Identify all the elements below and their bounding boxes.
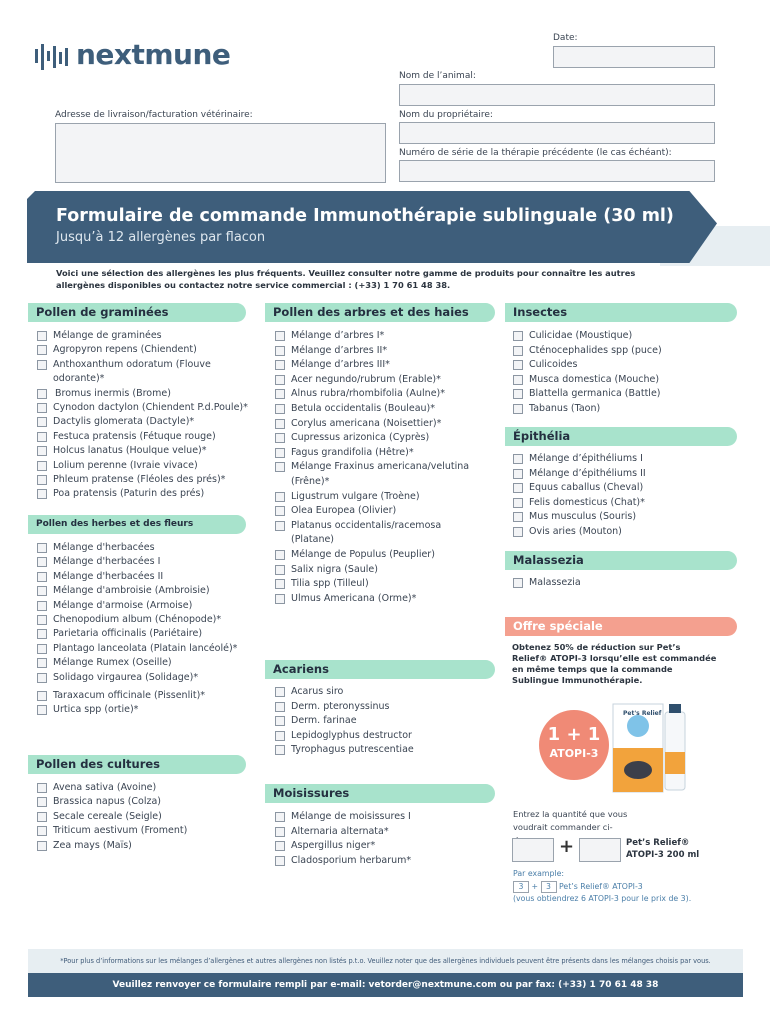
insects-item-label: Culicidae (Moustique) <box>529 330 633 341</box>
address-field[interactable] <box>55 123 386 183</box>
cultures-checkbox[interactable] <box>37 812 47 822</box>
herbs-checkbox[interactable] <box>37 705 47 715</box>
insects-checkbox[interactable] <box>513 389 523 399</box>
epithelia-item-label: Mélange d’épithéliums I <box>529 453 643 464</box>
epithelia-checkbox[interactable] <box>513 512 523 522</box>
trees-checkbox[interactable] <box>275 550 285 560</box>
mites-item-label: Derm. pteronyssinus <box>291 700 390 712</box>
mites-item-label: Derm. farinae <box>291 715 357 727</box>
serial-field[interactable] <box>399 160 715 182</box>
molds-checkbox[interactable] <box>275 856 285 866</box>
mites-item-label: Tyrophagus putrescentiae <box>291 744 414 756</box>
example-product: Pet’s Relief® ATOPI-3 <box>559 882 643 891</box>
page-title: Formulaire de commande Immunothérapie sublinguale (30 ml) <box>56 206 674 226</box>
grass-item-label: Mélange de graminées <box>53 330 162 341</box>
epithelia-checkbox[interactable] <box>513 527 523 537</box>
badge-sub: ATOPI-3 <box>549 747 599 760</box>
trees-item-label: Ulmus Americana (Orme)* <box>291 592 417 604</box>
cultures-item-label: Triticum aestivum (Froment) <box>53 825 188 837</box>
cultures-checkbox[interactable] <box>37 783 47 793</box>
mites-checkbox[interactable] <box>275 745 285 755</box>
grass-item-label: Bromus inermis (Brome) <box>55 387 171 399</box>
trees-checkbox[interactable] <box>275 375 285 385</box>
owner-label: Nom du propriétaire: <box>399 110 493 120</box>
offer-badge <box>539 710 609 780</box>
trees-checkbox[interactable] <box>275 448 285 458</box>
trees-item-label: Mélange d’arbres II* <box>291 344 388 356</box>
epithelia-checkbox[interactable] <box>513 498 523 508</box>
footer-contact: Veuillez renvoyer ce formulaire rempli par e-mail: vetorder@nextmune.com ou par fax: (+33) 1 70 61 48 38 <box>28 973 743 997</box>
molds-checkbox[interactable] <box>275 812 285 822</box>
insects-checkbox[interactable] <box>513 404 523 414</box>
mites-checkbox[interactable] <box>275 687 285 697</box>
badge-main: 1 + 1 <box>547 724 601 745</box>
trees-item-label: Betula occidentalis (Bouleau)* <box>291 403 436 414</box>
grass-checkbox[interactable] <box>37 432 47 442</box>
plus-sign: + <box>559 836 575 857</box>
epithelia-item-label: Mélange d’épithéliums II <box>529 467 646 479</box>
trees-checkbox[interactable] <box>275 389 285 399</box>
insects-item-label: Cténocephalides spp (puce) <box>529 344 662 356</box>
section-malassezia-header: Malassezia <box>505 551 737 570</box>
trees-item-label: Salix nigra (Saule) <box>291 563 378 575</box>
trees-item-label: Ligustrum vulgare (Troène) <box>291 490 420 502</box>
herbs-item-label: Solidago virgaurea (Solidage)* <box>53 671 199 683</box>
pet-name-label: Nom de l’animal: <box>399 71 476 81</box>
product-size: ATOPI-3 200 ml <box>626 850 700 860</box>
brand-name: nextmune <box>76 38 231 71</box>
mites-item-label: Acarus siro <box>291 686 344 697</box>
herbs-item-label: Taraxacum officinale (Pissenlit)* <box>53 690 206 701</box>
section-herbs-header: Pollen des herbes et des fleurs <box>28 515 246 534</box>
malassezia-item-label: Malassezia <box>529 577 581 588</box>
trees-checkbox[interactable] <box>275 360 285 370</box>
footer-note: *Pour plus d’informations sur les mélanges d’allergènes et autres allergènes non listés p.t.o. Veuillez noter que des allergènes individuels peuvent être présents dans les mélanges choisis par vous. <box>28 949 743 973</box>
cultures-item-label: Avena sativa (Avoine) <box>53 782 157 793</box>
grass-checkbox[interactable] <box>37 417 47 427</box>
insects-item-label: Blattella germanica (Battle) <box>529 388 661 399</box>
date-field[interactable] <box>553 46 715 68</box>
section-mites-header: Acariens <box>265 660 495 679</box>
herbs-checkbox[interactable] <box>37 658 47 668</box>
offer-text: Obtenez 50% de réduction sur Pet’s Relief® ATOPI-3 lorsqu’elle est commandée en même temps que la commande Sublingue Immunothérapie. <box>512 642 717 685</box>
trees-item-label: (Frêne)* <box>291 476 330 487</box>
grass-item-label: Phleum pratense (Fléoles des prés)* <box>53 474 226 485</box>
mites-item-label: Lepidoglyphus destructor <box>291 729 412 741</box>
serial-label: Numéro de série de la thérapie précédente (le cas échéant): <box>399 148 672 158</box>
epithelia-item-label: Ovis aries (Mouton) <box>529 525 622 537</box>
herbs-checkbox[interactable] <box>37 601 47 611</box>
grass-item-label: Festuca pratensis (Fétuque rouge) <box>53 430 216 442</box>
trees-checkbox[interactable] <box>275 346 285 356</box>
herbs-checkbox[interactable] <box>37 557 47 567</box>
epithelia-item-label: Felis domesticus (Chat)* <box>529 496 645 508</box>
herbs-item-label: Mélange Rumex (Oseille) <box>53 657 172 669</box>
section-cultures-header: Pollen des cultures <box>28 755 246 774</box>
herbs-item-label: Plantago lanceolata (Platain lancéolé)* <box>53 642 238 654</box>
malassezia-checkbox[interactable] <box>513 578 523 588</box>
molds-checkbox[interactable] <box>275 841 285 851</box>
trees-checkbox[interactable] <box>275 433 285 443</box>
trees-checkbox[interactable] <box>275 521 285 531</box>
quantity-input-a[interactable] <box>512 838 554 862</box>
grass-checkbox[interactable] <box>37 489 47 499</box>
grass-item-label: Lolium perenne (Ivraie vivace) <box>53 459 198 471</box>
trees-checkbox[interactable] <box>275 565 285 575</box>
section-offer-header: Offre spéciale <box>505 617 737 636</box>
example-box-a: 3 <box>513 881 529 893</box>
logo-mark-icon <box>34 40 70 74</box>
cultures-item-label: Brassica napus (Colza) <box>53 796 162 808</box>
trees-checkbox[interactable] <box>275 462 285 472</box>
trees-item-label: Alnus rubra/rhombifolia (Aulne)* <box>291 388 445 400</box>
trees-item-label: Mélange d’arbres III* <box>291 359 390 371</box>
example-note: (vous obtiendrez 6 ATOPI-3 pour le prix de 3). <box>513 894 692 903</box>
mites-checkbox[interactable] <box>275 731 285 741</box>
title-banner <box>27 191 717 263</box>
epithelia-checkbox[interactable] <box>513 454 523 464</box>
pet-name-field[interactable] <box>399 84 715 106</box>
example-row <box>513 881 643 893</box>
section-grass-header: Pollen de graminées <box>28 303 246 322</box>
trees-checkbox[interactable] <box>275 419 285 429</box>
herbs-checkbox[interactable] <box>37 543 47 553</box>
insects-item-label: Culicoides <box>529 359 578 370</box>
grass-checkbox[interactable] <box>37 331 47 341</box>
herbs-item-label: Parietaria officinalis (Pariétaire) <box>53 628 203 640</box>
insects-checkbox[interactable] <box>513 331 523 341</box>
grass-item-label: Dactylis glomerata (Dactyle)* <box>53 416 195 428</box>
trees-item-label: (Platane) <box>291 534 335 546</box>
trees-item-label: Mélange Fraxinus americana/velutina <box>291 461 470 473</box>
herbs-item-label: Mélange d'herbacées I <box>53 556 161 568</box>
intro-text: Voici une sélection des allergènes les plus fréquents. Veuillez consulter notre gamme de produits pour connaître les autres allergènes disponibles ou contactez notre service commercial : (+33) 1 70 61 48 38. <box>56 268 636 290</box>
epithelia-checkbox[interactable] <box>513 483 523 493</box>
example-box-b: 3 <box>541 881 557 893</box>
trees-item-label: Acer negundo/rubrum (Erable)* <box>291 373 441 385</box>
herbs-checkbox[interactable] <box>37 691 47 701</box>
grass-item-label: Agropyron repens (Chiendent) <box>53 344 197 356</box>
section-molds-header: Moisissures <box>265 784 495 803</box>
grass-item-label: Holcus lanatus (Houlque velue)* <box>53 445 207 457</box>
grass-checkbox[interactable] <box>37 360 47 370</box>
molds-checkbox[interactable] <box>275 827 285 837</box>
section-insects-header: Insectes <box>505 303 737 322</box>
trees-item-label: Tilia spp (Tilleul) <box>291 578 369 590</box>
herbs-checkbox[interactable] <box>37 586 47 596</box>
insects-checkbox[interactable] <box>513 375 523 385</box>
herbs-item-label: Mélange d'herbacées <box>53 542 155 553</box>
cultures-checkbox[interactable] <box>37 841 47 851</box>
trees-checkbox[interactable] <box>275 506 285 516</box>
brand-logo <box>34 40 249 74</box>
trees-checkbox[interactable] <box>275 492 285 502</box>
page-subtitle: Jusqu’à 12 allergènes par flacon <box>56 230 266 245</box>
product-name: Pet’s Relief® <box>626 838 690 848</box>
address-label: Adresse de livraison/facturation vétérinaire: <box>55 110 253 120</box>
trees-item-label: Cupressus arizonica (Cyprès) <box>291 432 430 444</box>
grass-checkbox[interactable] <box>37 403 47 413</box>
insects-checkbox[interactable] <box>513 360 523 370</box>
herbs-checkbox[interactable] <box>37 572 47 582</box>
trees-item-label: Corylus americana (Noisettier)* <box>291 417 442 429</box>
epithelia-checkbox[interactable] <box>513 469 523 479</box>
section-trees-header: Pollen des arbres et des haies <box>265 303 495 322</box>
product-image <box>611 698 689 794</box>
trees-checkbox[interactable] <box>275 579 285 589</box>
grass-item-label: Cynodon dactylon (Chiendent P.d.Poule)* <box>53 402 248 413</box>
section-epithelia-header: Épithélia <box>505 427 737 446</box>
molds-item-label: Cladosporium herbarum* <box>291 854 412 866</box>
quantity-prompt: Entrez la quantité que vous voudrait commander ci- <box>513 809 628 832</box>
grass-checkbox[interactable] <box>37 345 47 355</box>
date-label: Date: <box>553 33 578 43</box>
grass-checkbox[interactable] <box>37 475 47 485</box>
molds-item-label: Alternaria alternata* <box>291 825 389 837</box>
herbs-item-label: Mélange d'ambroisie (Ambroisie) <box>53 585 210 597</box>
grass-item-label: odorante)* <box>53 373 105 385</box>
herbs-item-label: Mélange d'herbacées II <box>53 570 164 582</box>
herbs-item-label: Chenopodium album (Chénopode)* <box>53 614 222 625</box>
trees-checkbox[interactable] <box>275 594 285 604</box>
grass-checkbox[interactable] <box>37 461 47 471</box>
trees-item-label: Mélange de Populus (Peuplier) <box>291 549 435 560</box>
example-plus: + <box>531 882 539 891</box>
insects-item-label: Musca domestica (Mouche) <box>529 373 660 385</box>
cultures-checkbox[interactable] <box>37 797 47 807</box>
trees-item-label: Mélange d’arbres I* <box>291 330 385 341</box>
epithelia-item-label: Equus caballus (Cheval) <box>529 482 644 493</box>
grass-checkbox[interactable] <box>37 389 47 399</box>
grass-item-label: Poa pratensis (Paturin des prés) <box>53 488 205 500</box>
molds-item-label: Aspergillus niger* <box>291 840 376 852</box>
cultures-item-label: Zea mays (Maïs) <box>53 839 132 851</box>
trees-item-label: Olea Europea (Olivier) <box>291 505 397 517</box>
trees-item-label: Fagus grandifolia (Hêtre)* <box>291 446 414 458</box>
herbs-item-label: Mélange d'armoise (Armoise) <box>53 599 193 611</box>
herbs-item-label: Urtica spp (ortie)* <box>53 704 139 716</box>
grass-item-label: Anthoxanthum odoratum (Flouve <box>53 358 211 370</box>
molds-item-label: Mélange de moisissures I <box>291 811 411 822</box>
trees-item-label: Platanus occidentalis/racemosa <box>291 519 442 531</box>
herbs-checkbox[interactable] <box>37 615 47 625</box>
insects-checkbox[interactable] <box>513 346 523 356</box>
herbs-checkbox[interactable] <box>37 629 47 639</box>
cultures-checkbox[interactable] <box>37 826 47 836</box>
owner-field[interactable] <box>399 122 715 144</box>
trees-checkbox[interactable] <box>275 404 285 414</box>
epithelia-item-label: Mus musculus (Souris) <box>529 511 637 522</box>
cultures-item-label: Secale cereale (Seigle) <box>53 810 162 822</box>
example-label: Par example: <box>513 869 564 878</box>
herbs-checkbox[interactable] <box>37 673 47 683</box>
trees-checkbox[interactable] <box>275 331 285 341</box>
mites-checkbox[interactable] <box>275 702 285 712</box>
herbs-checkbox[interactable] <box>37 644 47 654</box>
grass-checkbox[interactable] <box>37 446 47 456</box>
mites-checkbox[interactable] <box>275 716 285 726</box>
product-label: Pet's Relief <box>623 710 662 717</box>
quantity-input-b[interactable] <box>579 838 621 862</box>
insects-item-label: Tabanus (Taon) <box>529 402 601 414</box>
